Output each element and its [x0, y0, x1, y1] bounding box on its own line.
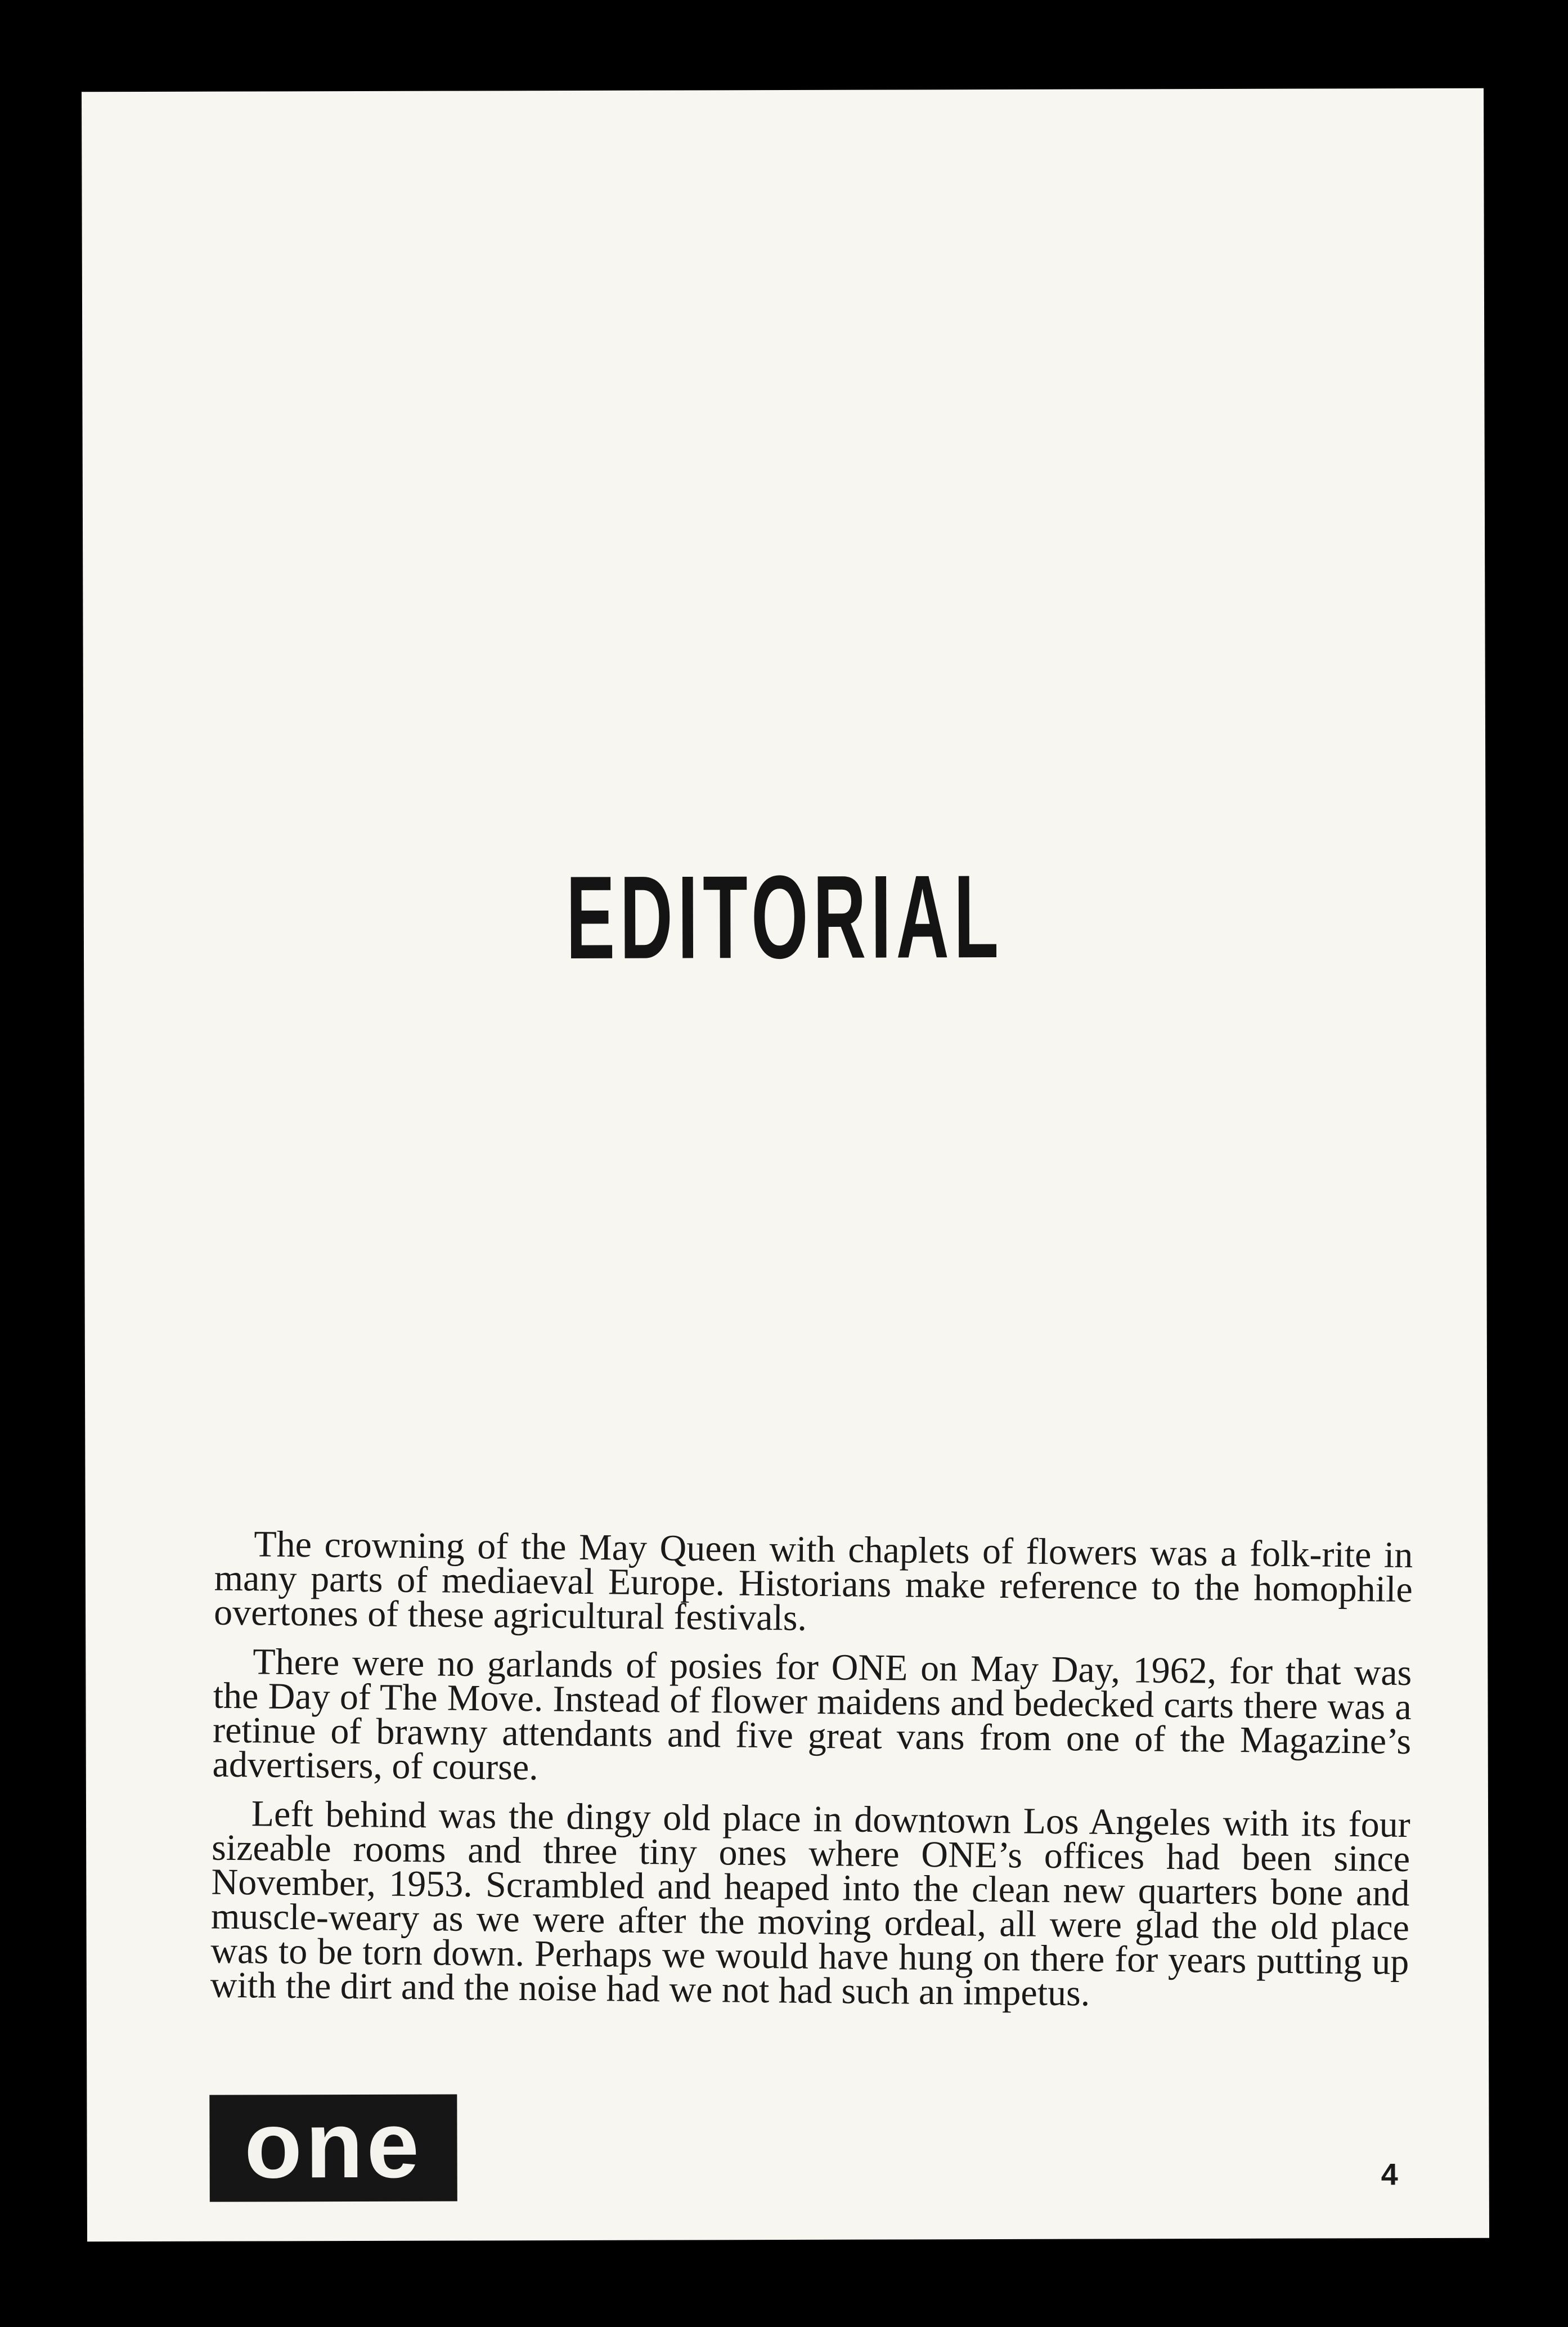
magazine-page [82, 88, 1489, 2242]
page-number: 4 [1381, 2158, 1398, 2192]
paragraph-2: There were no garlands of posies for ONE on May Day, 1962, for that was the Day of The Move. Instead of flower maidens and bedecked carts there was a retinue of brawny attendants and five great vans from one of the Magazine’s advertisers, of course. [212, 1641, 1412, 1788]
page-title: EDITORIAL [565, 850, 1004, 984]
logo-text: one [244, 2091, 423, 2198]
paragraph-1: The crowning of the May Queen with chaplets of flowers was a folk-rite in many parts of mediaeval Europe. Historians make reference to the homophile overtones of these agricultural festivals. [213, 1523, 1413, 1639]
paragraph-3: Left behind was the dingy old place in downtown Los Angeles with its four sizeable rooms and three tiny ones where ONE’s offices had been since November, 1953. Scrambled and heaped into the clean new quarters bone and muscle-weary as we were after the moving ordeal, all were glad the old place was to be torn down. Perhaps we would have hung on there for years putting up with the dirt and the noise had we not had such an impetus. [210, 1793, 1411, 2014]
editorial-body [210, 1523, 1413, 2028]
one-magazine-logo [209, 2091, 457, 2202]
